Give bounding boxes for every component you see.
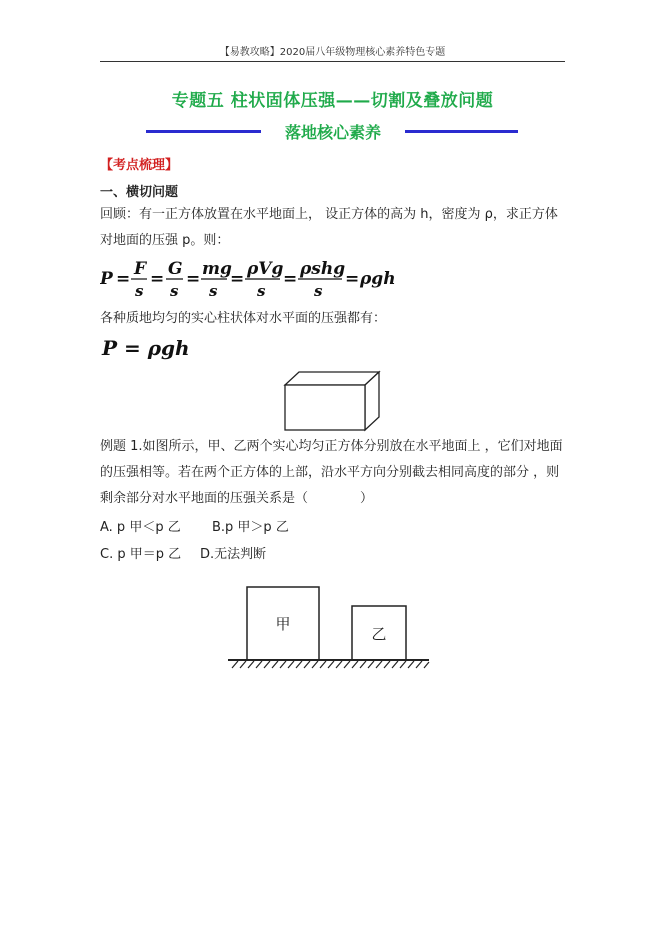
general-statement: 各种质地均匀的实心柱状体对水平面的压强都有： — [100, 311, 387, 326]
section-tag: 【考点梳理】 — [100, 158, 179, 173]
pressure-formula-short: P = ρgh — [102, 336, 190, 360]
cube-jia-label: 甲 — [275, 615, 291, 633]
frac3-den: s — [209, 282, 218, 300]
banner-label: 落地核心素养 — [284, 123, 381, 142]
banner-line-right — [405, 130, 518, 133]
cube-yi-label: 乙 — [371, 625, 387, 643]
frac5-den: s — [314, 282, 323, 300]
frac1-num: F — [134, 259, 147, 279]
svg-text:=: = — [230, 269, 245, 289]
svg-text:=: = — [345, 269, 360, 289]
svg-text:=: = — [186, 269, 201, 289]
formula-lhs: P — [100, 269, 113, 289]
section-banner — [146, 120, 518, 142]
formula-eq: = — [116, 269, 131, 289]
frac4-den: s — [257, 282, 266, 300]
frac2-num: G — [168, 259, 183, 279]
review-paragraph: 回顾：有一正方体放置在水平地面上， 设正方体的高为 h，密度为 ρ，求正方体对地面的压强 p。则： — [100, 207, 558, 248]
option-a: A. p 甲＜p 乙 — [100, 520, 181, 535]
frac1-den: s — [135, 282, 144, 300]
option-d: D.无法判断 — [200, 547, 267, 562]
heading-horizontal-cut: 一、横切问题 — [100, 185, 179, 200]
svg-text:=: = — [150, 269, 165, 289]
header-rule — [100, 61, 565, 62]
formula-result: ρgh — [360, 269, 396, 289]
cuboid-figure — [283, 370, 383, 432]
cubes-figure — [226, 584, 432, 674]
ground-hatching — [232, 661, 429, 668]
svg-text:=: = — [283, 269, 298, 289]
frac5-num: ρshg — [300, 259, 346, 279]
frac3-num: mg — [202, 259, 232, 279]
option-b: B.p 甲＞p 乙 — [212, 520, 289, 535]
example-1-text: 例题 1.如图所示，甲、乙两个实心均匀正方体分别放在水平地面上 ，它们对地面的压强相等。若在两个正方体的上部，沿水平方向分别截去相同高度的部分 ，则剩余部分对水平地面的压强关系是（ ） — [100, 439, 563, 506]
frac4-num: ρVg — [247, 259, 284, 279]
page-title: 专题五 柱状固体压强——切割及叠放问题 — [171, 91, 494, 111]
option-c: C. p 甲＝p 乙 — [100, 547, 182, 562]
banner-line-left — [146, 130, 261, 133]
pressure-formula-derivation — [100, 254, 400, 304]
frac2-den: s — [170, 282, 179, 300]
page-header: 【易教攻略】2020届八年级物理核心素养特色专题 — [219, 47, 446, 58]
